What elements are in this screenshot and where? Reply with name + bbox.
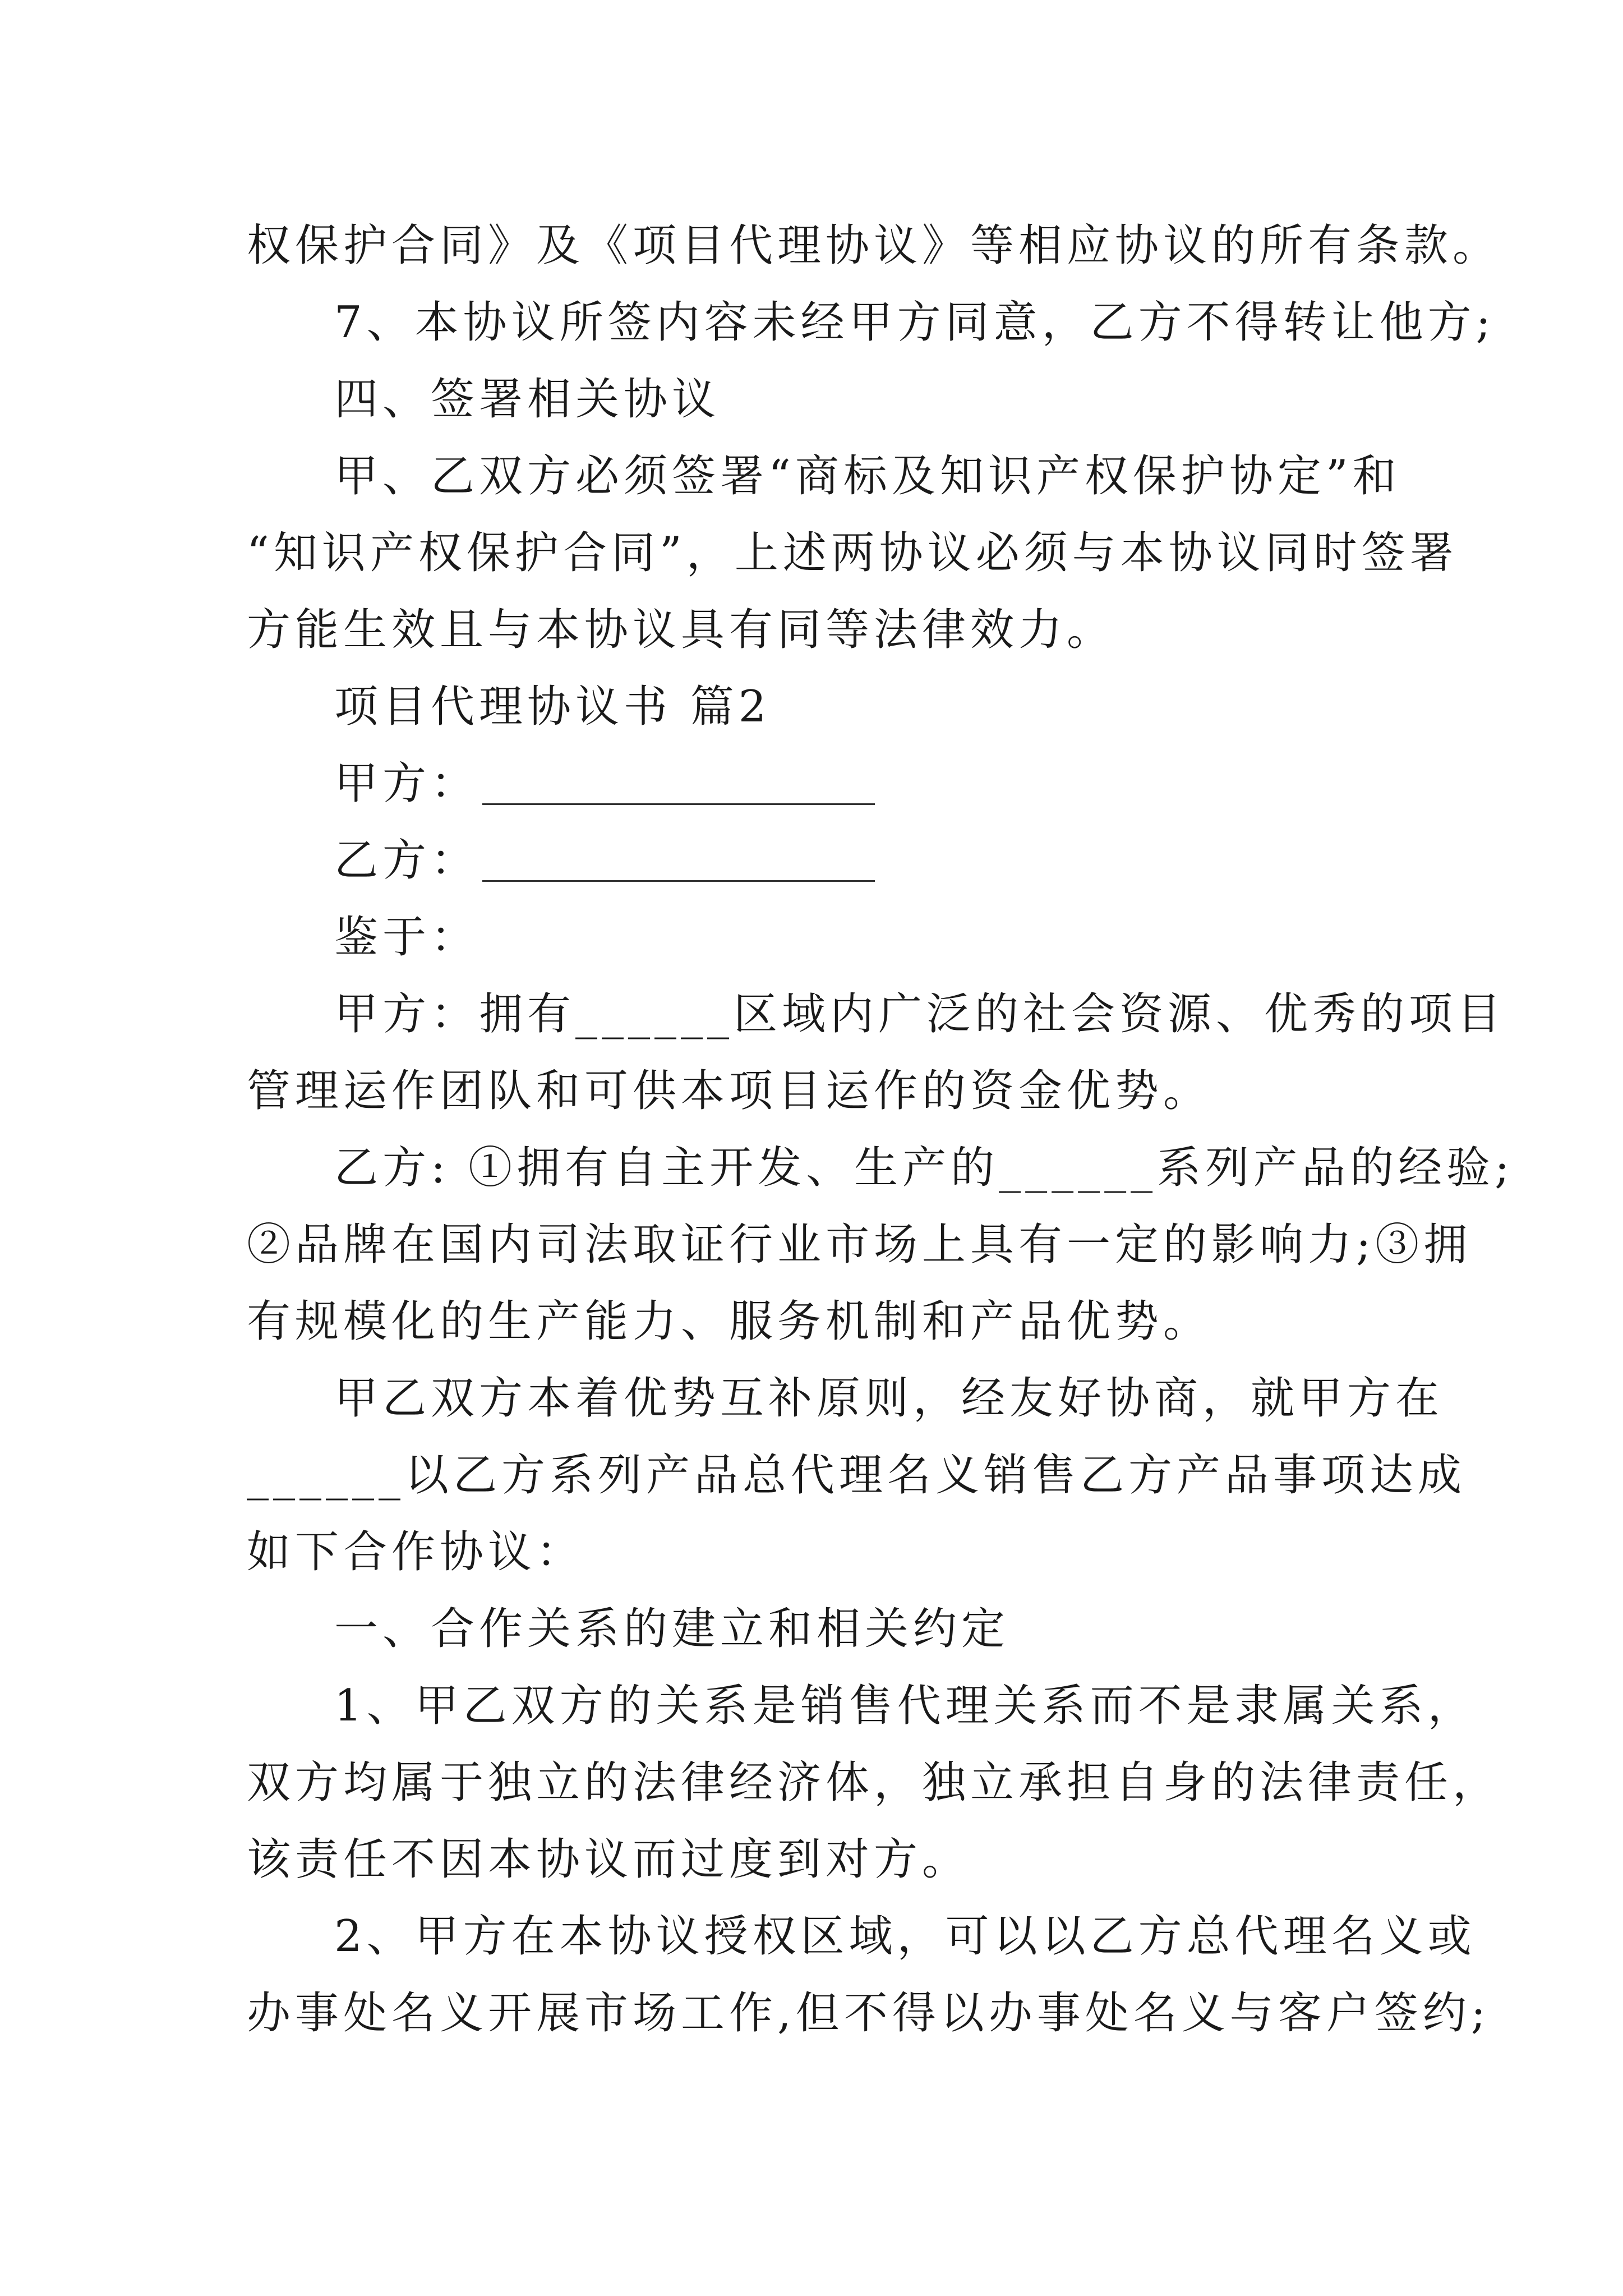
clause-1-line-2: 双方均属于独立的法律经济体，独立承担自身的法律责任， [247, 1757, 1501, 1808]
text-line-party-b-brand: ②品牌在国内司法取证行业市场上具有一定的影响力;③拥 [247, 1220, 1472, 1270]
text-line-whereas: 鉴于： [334, 912, 479, 963]
clause-2-line-2: 办事处名义开展市场工作,但不得以办事处名义与客户签约; [247, 1988, 1491, 2039]
section-heading-4: 四、签署相关协议 [334, 374, 721, 425]
clause-1-line-3: 该责任不因本协议而过度到对方。 [247, 1834, 971, 1885]
clause-2-line-1: 2、甲方在本协议授权区域，可以以乙方总代理名义或 [334, 1911, 1476, 1962]
party-b-label: 乙方： [334, 835, 479, 886]
text-line-party-b-experience: 乙方: ①拥有自主开发、生产的______系列产品的经验; [334, 1143, 1514, 1193]
text-line-4: 甲、乙双方必须签署“商标及知识产权保护协定”和 [334, 451, 1401, 501]
text-line-party-a-resources: 甲方：拥有______区域内广泛的社会资源、优秀的项目 [334, 989, 1506, 1039]
clause-1-line-1: 1、甲乙双方的关系是销售代理关系而不是隶属关系， [334, 1681, 1476, 1731]
text-line-2: 7、本协议所签内容未经甲方同意，乙方不得转让他方; [334, 297, 1495, 348]
text-line-6: 方能生效且与本协议具有同等法律效力。 [247, 605, 1115, 655]
text-line-party-a-resources-cont: 管理运作团队和可供本项目运作的资金优势。 [247, 1066, 1212, 1116]
text-line-mutual: 甲乙双方本着优势互补原则，经友好协商，就甲方在 [334, 1373, 1444, 1424]
party-a-row [247, 746, 1391, 822]
text-line-5: “知识产权保护合同”，上述两协议必须与本协议同时签署 [247, 528, 1458, 578]
text-line-party-b-scale: 有规模化的生产能力、服务机制和产品优势。 [247, 1296, 1212, 1347]
document-title-part-2: 项目代理协议书 篇2 [334, 682, 771, 732]
party-a-label: 甲方： [334, 758, 479, 809]
text-line-1: 权保护合同》及《项目代理协议》等相应协议的所有条款。 [247, 220, 1501, 271]
section-heading-1: 一、合作关系的建立和相关约定 [334, 1604, 1010, 1654]
text-line-mutual-cont: ______以乙方系列产品总代理名义销售乙方产品事项达成 [247, 1450, 1467, 1501]
party-a-blank [482, 763, 875, 805]
party-b-row [247, 822, 1391, 899]
text-line-mutual-end: 如下合作协议： [247, 1527, 585, 1577]
party-b-blank [482, 840, 875, 882]
document-page [247, 208, 1514, 2052]
